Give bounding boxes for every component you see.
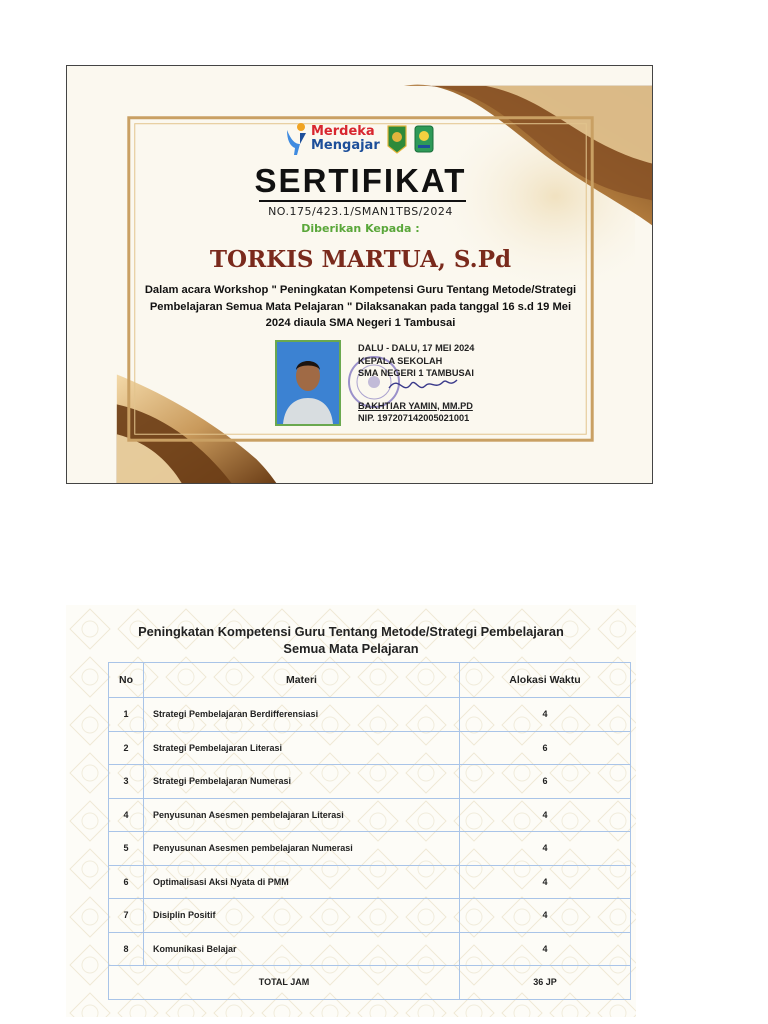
cell-no: 7 xyxy=(109,899,144,933)
table-row xyxy=(109,765,631,799)
materials-table xyxy=(108,662,631,1000)
total-value: 36 JP xyxy=(460,966,631,1000)
header-materi: Materi xyxy=(144,663,460,698)
total-label: TOTAL JAM xyxy=(109,966,460,1000)
recipient-photo xyxy=(275,340,341,426)
cell-no: 3 xyxy=(109,765,144,799)
person-photo-icon xyxy=(277,342,339,424)
certificate xyxy=(66,65,653,484)
table-row xyxy=(109,698,631,732)
cell-materi: Strategi Pembelajaran Numerasi xyxy=(144,765,460,799)
logo-text-line2: Mengajar xyxy=(311,138,380,153)
table-row xyxy=(109,731,631,765)
table-title-line1: Peningkatan Kompetensi Guru Tentang Metode/Strategi Pembelajaran xyxy=(138,624,564,639)
sign-place-date: DALU - DALU, 17 MEI 2024 xyxy=(358,343,475,353)
materials-page xyxy=(66,605,636,1017)
header-no: No xyxy=(109,663,144,698)
cell-alokasi: 4 xyxy=(460,899,631,933)
cell-materi: Penyusunan Asesmen pembelajaran Numerasi xyxy=(144,832,460,866)
cell-alokasi: 4 xyxy=(460,832,631,866)
cell-materi: Disiplin Positif xyxy=(144,899,460,933)
cell-no: 6 xyxy=(109,865,144,899)
table-header-row xyxy=(109,663,631,698)
table-row xyxy=(109,865,631,899)
sign-nip: NIP. 197207142005021001 xyxy=(358,413,470,423)
certificate-title: SERTIFIKAT xyxy=(254,162,467,199)
header-alokasi: Alokasi Waktu xyxy=(460,663,631,698)
table-row xyxy=(109,798,631,832)
logo-text-line1: Merdeka xyxy=(311,124,375,139)
cell-alokasi: 6 xyxy=(460,765,631,799)
certificate-number: NO.175/423.1/SMAN1TBS/2024 xyxy=(268,205,453,218)
cell-materi: Strategi Pembelajaran Berdifferensiasi xyxy=(144,698,460,732)
table-page-title xyxy=(66,623,636,657)
cell-no: 2 xyxy=(109,731,144,765)
table-row xyxy=(109,899,631,933)
table-row xyxy=(109,932,631,966)
recipient-name: TORKIS MARTUA, S.Pd xyxy=(209,246,512,273)
cell-no: 8 xyxy=(109,932,144,966)
cell-no: 4 xyxy=(109,798,144,832)
title-underline xyxy=(259,200,466,202)
table-title-line2: Semua Mata Pelajaran xyxy=(283,641,419,656)
cell-alokasi: 4 xyxy=(460,932,631,966)
cell-materi: Komunikasi Belajar xyxy=(144,932,460,966)
cell-materi: Optimalisasi Aksi Nyata di PMM xyxy=(144,865,460,899)
cell-alokasi: 4 xyxy=(460,865,631,899)
cell-materi: Strategi Pembelajaran Literasi xyxy=(144,731,460,765)
cell-materi: Penyusunan Asesmen pembelajaran Literasi xyxy=(144,798,460,832)
merdeka-mengajar-logo xyxy=(285,122,434,156)
cell-alokasi: 4 xyxy=(460,698,631,732)
cell-alokasi: 4 xyxy=(460,798,631,832)
cell-no: 5 xyxy=(109,832,144,866)
cell-alokasi: 6 xyxy=(460,731,631,765)
sign-name: BAKHTIAR YAMIN, MM.PD xyxy=(358,400,473,411)
given-to-label: Diberikan Kepada : xyxy=(301,222,420,235)
cell-no: 1 xyxy=(109,698,144,732)
sign-school: SMA NEGERI 1 TAMBUSAI xyxy=(358,368,474,378)
handwritten-signature-icon xyxy=(385,366,475,406)
sign-position: KEPALA SEKOLAH xyxy=(358,355,443,366)
certificate-description: Dalam acara Workshop " Peningkatan Kompetensi Guru Tentang Metode/Strategi Pembelajaran Semua Mata Pelajaran " Dilaksanakan pada tanggal 16 s.d 19 Mei 2024 diaula SMA Negeri 1 Tambusai xyxy=(144,284,577,329)
merdeka-mengajar-mark-icon xyxy=(285,122,307,156)
regional-emblem-icon xyxy=(387,124,407,154)
table-total-row xyxy=(109,966,631,1000)
district-emblem-icon xyxy=(414,124,434,154)
table-row xyxy=(109,832,631,866)
